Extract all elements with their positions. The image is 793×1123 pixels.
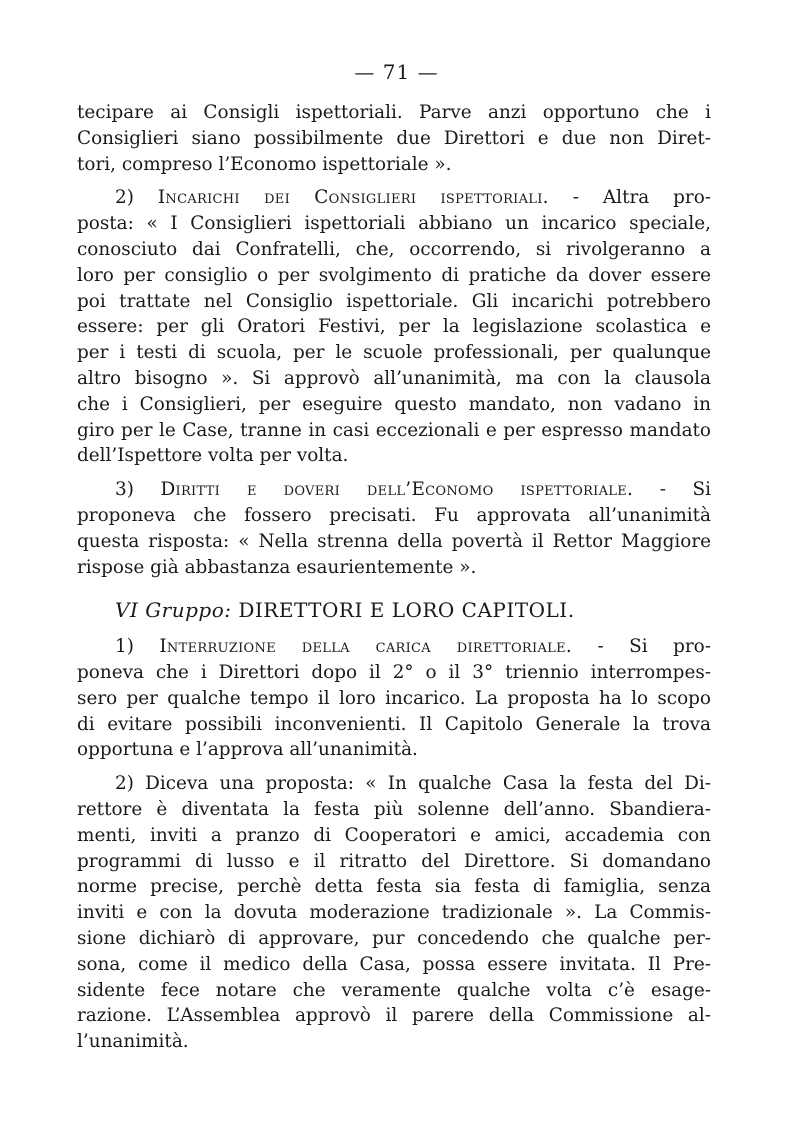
text-line: questa risposta: « Nella strenna della povertà il Rettor Maggiore — [77, 530, 711, 552]
section-interruzione-carica — [77, 634, 711, 763]
text-line: programmi di lusso e il ritratto del Direttore. Si domandano — [77, 850, 711, 872]
section-first-line — [77, 185, 711, 211]
text-line: tecipare ai Consigli ispettoriali. Parve anzi opportuno che i — [77, 102, 711, 123]
text-line: Consiglieri siano possibilmente due Direttori e due non Diret- — [77, 127, 711, 149]
section-number: 2) — [115, 187, 134, 209]
section-first-line-rest: - Si — [659, 479, 711, 501]
text-line: per i testi di scuola, per le scuole professionali, per qualunque — [77, 342, 711, 364]
text-line: dell’Ispettore volta per volta. — [77, 445, 349, 467]
section-number: 3) — [115, 479, 134, 501]
text-line: tori, compreso l’Economo ispettoriale ». — [77, 153, 452, 175]
text-line: menti, inviti a pranzo di Cooperatori e amici, accademia con — [77, 824, 711, 846]
text-line: razione. L’Assemblea approvò il parere della Commissione al- — [77, 1005, 711, 1027]
text-line: sione dichiarò di approvare, pur concedendo che qualche per- — [77, 927, 711, 949]
text-line: poi trattate nel Consiglio ispettoriale. Gli incarichi potrebbero — [77, 290, 711, 312]
text-line: sidente fece notare che veramente qualche volta c’è esage- — [77, 979, 711, 1001]
section-festa-direttore — [77, 771, 711, 1055]
section-title: Incarichi dei Consiglieri ispettoriali. — [157, 187, 549, 209]
section-first-line-rest: - Altra pro- — [572, 187, 711, 209]
text-line: altro bisogno ». Si approvò all’unanimità, ma con la clausola — [77, 367, 711, 389]
text-line: inviti e con la dovuta moderazione tradizionale ». La Commis- — [77, 902, 711, 924]
text-line: posta: « I Consiglieri ispettoriali abbiano un incarico speciale, — [77, 213, 711, 235]
page-body — [77, 100, 711, 1055]
section-title: Interruzione della carica direttoriale. — [159, 636, 573, 658]
text-line: 2) Diceva una proposta: « In qualche Casa la festa del Di- — [115, 773, 711, 795]
text-line: essere: per gli Oratori Festivi, per la legislazione scolastica e — [77, 316, 711, 338]
section-diritti-economo — [77, 477, 711, 580]
paragraph-intro — [77, 100, 711, 177]
page-number: — 71 — — [354, 60, 439, 84]
section-number: 1) — [115, 636, 134, 658]
text-line: loro per consiglio o per svolgimento di pratiche da dover essere — [77, 264, 711, 286]
text-line: opportuna e l’approva all’unanimità. — [77, 739, 418, 761]
text-line: l’unanimità. — [77, 1031, 189, 1053]
text-line: conosciuto dai Confratelli, che, occorrendo, si rivolgeranno a — [77, 238, 711, 260]
text-line: proponeva che fossero precisati. Fu approvata all’unanimità — [77, 504, 711, 526]
section-incarichi-consiglieri — [77, 185, 711, 469]
text-line: sona, come il medico della Casa, possa essere invitata. Il Pre- — [77, 953, 711, 975]
section-first-line-rest: - Si pro- — [597, 636, 711, 658]
group-heading — [115, 598, 711, 624]
text-line: rispose già abbastanza esaurientemente ». — [77, 556, 477, 578]
text-line: di evitare possibili inconvenienti. Il Capitolo Generale la trova — [77, 713, 711, 735]
text-line: che i Consiglieri, per eseguire questo mandato, non vadano in — [77, 393, 711, 415]
section-title: Diritti e doveri dell’Economo ispettoriale. — [160, 479, 634, 501]
text-line: norme precise, perchè detta festa sia festa di famiglia, senza — [77, 876, 711, 898]
text-line: rettore è diventata la festa più solenne dell’anno. Sbandiera- — [77, 798, 711, 820]
section-first-line — [77, 477, 711, 503]
text-line: sero per qualche tempo il loro incarico. La proposta ha lo scopo — [77, 687, 711, 709]
text-line: giro per le Case, tranne in casi eccezionali e per espresso mandato — [77, 419, 711, 441]
section-first-line — [77, 634, 711, 660]
group-title: DIRETTORI E LORO CAPITOLI. — [238, 598, 575, 623]
group-label: VI Gruppo: — [115, 598, 232, 623]
text-line: poneva che i Direttori dopo il 2° o il 3° triennio interrompes- — [77, 661, 711, 683]
